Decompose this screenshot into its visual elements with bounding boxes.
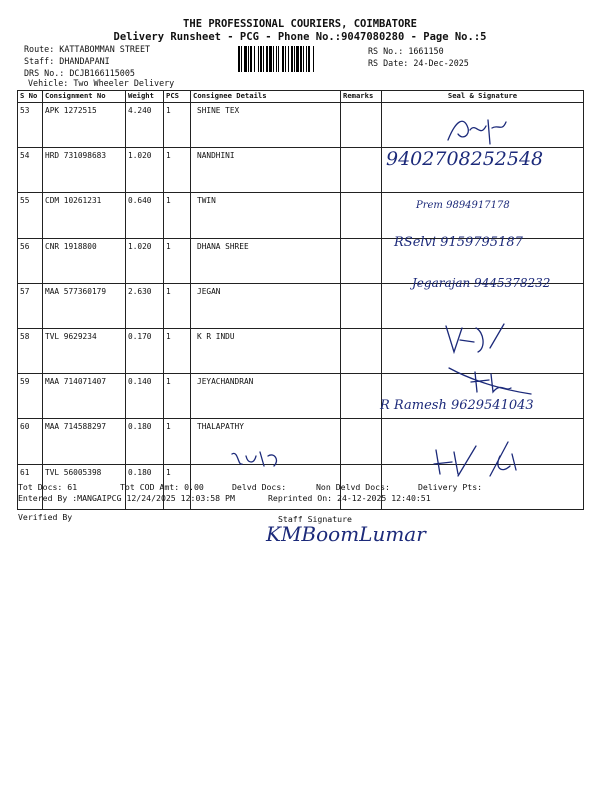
table-header-row [18,91,584,103]
cell-sno: 53 [18,103,43,148]
cell-pcs: 1 [164,193,191,238]
cell-weight: 0.640 [126,193,164,238]
handwritten-note-row55: Prem 9894917178 [416,200,510,211]
cell-consignment-no: TVL 9629234 [43,328,126,373]
col-header-pcs: PCS [164,91,191,103]
cell-pcs: 1 [164,374,191,419]
total-docs: Tot Docs: 61 [18,482,78,492]
verified-by-label: Verified By [18,512,73,522]
delivered-docs: Delvd Docs: [232,482,287,492]
cell-weight: 2.630 [126,283,164,328]
cell-consignee: JEYACHANDRAN [191,374,341,419]
signature-row61-right [430,440,540,480]
cell-consignee: K R INDU [191,328,341,373]
col-header-sno: S No [18,91,43,103]
cell-sno: 60 [18,419,43,464]
handwritten-phone-row54: 9402708252548 [386,148,544,170]
cell-weight: 4.240 [126,103,164,148]
cell-sno: 54 [18,148,43,193]
cell-consignment-no: MAA 714588297 [43,419,126,464]
cell-pcs: 1 [164,103,191,148]
cell-sno: 59 [18,374,43,419]
cell-consignment-no: MAA 714071407 [43,374,126,419]
cell-weight: 0.140 [126,374,164,419]
cell-weight: 1.020 [126,238,164,283]
drs-number: DRS No.: DCJB166115005 [24,68,135,78]
cell-remarks [341,148,382,193]
cell-sno: 58 [18,328,43,373]
cell-weight: 0.180 [126,419,164,464]
cell-remarks [341,103,382,148]
total-cod-amount: Tot COD Amt: 0.00 [120,482,204,492]
vehicle-label: Vehicle: Two Wheeler Delivery [28,78,175,88]
cell-pcs: 1 [164,328,191,373]
cell-pcs: 1 [164,238,191,283]
staff-label: Staff: DHANDAPANI [24,56,110,66]
handwritten-note-row56: RSelvi 9159795187 [394,235,523,250]
reprinted-on: Reprinted On: 24-12-2025 12:40:51 [268,493,431,503]
handwritten-name-row60: R Ramesh 9629541043 [380,398,534,413]
cell-consignment-no: TVL 56005398 [43,464,126,509]
cell-pcs: 1 [164,464,191,509]
cell-weight: 0.180 [126,464,164,509]
cell-consignment-no: CNR 1918800 [43,238,126,283]
rs-number: RS No.: 1661150 [368,46,444,56]
cell-remarks [341,283,382,328]
col-header-weight: Weight [126,91,164,103]
cell-consignee: THALAPATHY [191,419,341,464]
barcode-image [238,46,364,72]
cell-pcs: 1 [164,148,191,193]
cell-consignment-no: HRD 731098683 [43,148,126,193]
route-label: Route: KATTABOMMAN STREET [24,44,151,54]
cell-consignment-no: APK 1272515 [43,103,126,148]
cell-sno: 57 [18,283,43,328]
cell-consignment-no: CDM 10261231 [43,193,126,238]
cell-weight: 0.170 [126,328,164,373]
cell-remarks [341,238,382,283]
rs-date: RS Date: 24-Dec-2025 [368,58,469,68]
company-title: THE PROFESSIONAL COURIERS, COIMBATORE [183,18,417,30]
cell-consignee: NANDHINI [191,148,341,193]
cell-consignment-no: MAA 577360179 [43,283,126,328]
runsheet-title: Delivery Runsheet - PCG - Phone No.:9047080280 - Page No.:5 [113,31,487,43]
cell-consignee: SHINE TEX [191,103,341,148]
col-header-remarks: Remarks [341,91,382,103]
cell-remarks [341,193,382,238]
cell-sno: 55 [18,193,43,238]
cell-consignee: TWIN [191,193,341,238]
handwritten-note-row57: Jegarajan 9445378232 [412,276,551,290]
signature-row53 [440,110,520,150]
signature-row61-left [228,446,288,472]
cell-remarks [341,374,382,419]
cell-remarks [341,419,382,464]
col-header-consignment: Consignment No [43,91,126,103]
staff-signature-label: Staff Signature [278,514,352,524]
cell-sno: 61 [18,464,43,509]
cell-remarks [341,328,382,373]
col-header-signature: Seal & Signature [382,91,584,103]
signature-row58 [440,318,510,358]
cell-weight: 1.020 [126,148,164,193]
delivery-points: Delivery Pts: [418,482,483,492]
cell-pcs: 1 [164,419,191,464]
entered-by: Entered By :MANGAIPCG 12/24/2025 12:03:58 PM [18,493,235,503]
non-delivered-docs: Non Delvd Docs: [316,482,390,492]
cell-pcs: 1 [164,283,191,328]
cell-sno: 56 [18,238,43,283]
cell-consignee: JEGAN [191,283,341,328]
signature-row59 [445,362,535,398]
cell-consignee: DHANA SHREE [191,238,341,283]
staff-signature: KMBoomLumar [266,522,426,546]
col-header-consignee: Consignee Details [191,91,341,103]
